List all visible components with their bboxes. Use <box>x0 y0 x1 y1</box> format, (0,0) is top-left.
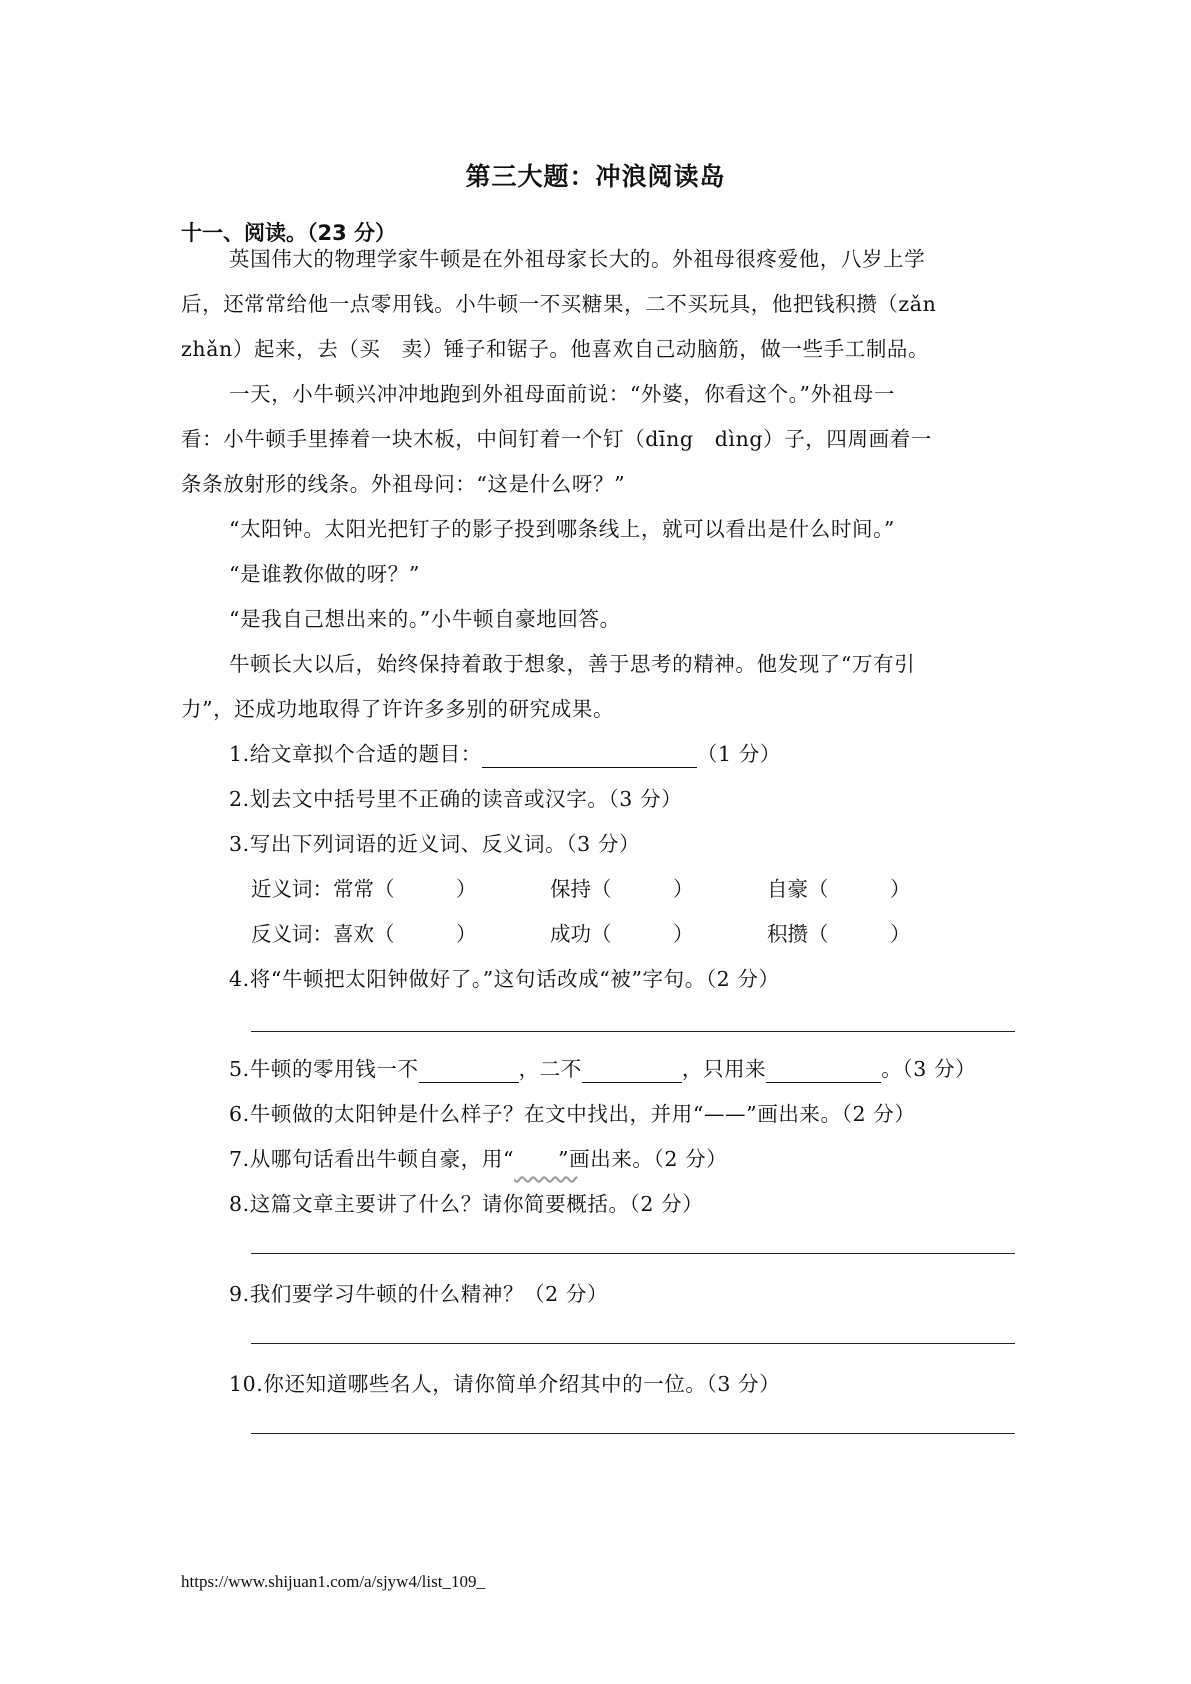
question-4: 4.将“牛顿把太阳钟做好了。”这句话改成“被”字句。（2 分） <box>229 967 780 991</box>
question-8: 8.这篇文章主要讲了什么？请你简要概括。（2 分） <box>229 1192 704 1216</box>
passage-line: 看：小牛顿手里捧着一块木板，中间钉着一个钉（dīng dìng）子，四周画着一 <box>181 427 932 451</box>
passage-line: 力”，还成功地取得了许许多多别的研究成果。 <box>181 697 615 721</box>
answer-line-q10[interactable] <box>251 1433 1015 1434</box>
answer-line-q4[interactable] <box>251 1031 1015 1032</box>
question-9: 9.我们要学习牛顿的什么精神？（2 分） <box>229 1282 609 1306</box>
passage-line: “是我自己想出来的。”小牛顿自豪地回答。 <box>229 607 621 631</box>
passage-line: 牛顿长大以后，始终保持着敢于想象，善于思考的精神。他发现了“万有引 <box>229 652 916 676</box>
question-7: 7.从哪句话看出牛顿自豪，用“ ”画出来。（2 分） <box>229 1147 728 1171</box>
synonym-item[interactable]: 常常（ ） <box>333 877 477 901</box>
page-title: 第三大题：冲浪阅读岛 <box>465 162 726 191</box>
passage-line: “是谁教你做的呀？” <box>229 562 420 586</box>
wavy-line-mark <box>514 1153 558 1173</box>
section-heading: 十一、阅读。（23 分） <box>181 221 397 245</box>
antonyms-row <box>251 920 911 948</box>
question-2: 2.划去文中括号里不正确的读音或汉字。（3 分） <box>229 787 683 811</box>
question-10: 10.你还知道哪些名人，请你简单介绍其中的一位。（3 分） <box>229 1372 781 1396</box>
answer-blank[interactable] <box>582 1060 682 1083</box>
antonyms-label: 反义词： <box>251 922 333 946</box>
synonyms-row <box>251 875 911 903</box>
title-answer-blank[interactable] <box>482 745 697 768</box>
synonym-item[interactable]: 自豪（ ） <box>767 877 911 901</box>
answer-blank[interactable] <box>766 1060 881 1083</box>
synonyms-label: 近义词： <box>251 877 333 901</box>
antonym-item[interactable]: 成功（ ） <box>550 922 694 946</box>
question-1: 1.给文章拟个合适的题目： （1 分） <box>229 742 781 766</box>
footer-url: https://www.shijuan1.com/a/sjyw4/list_109_ <box>181 1572 485 1591</box>
answer-blank[interactable] <box>419 1060 519 1083</box>
passage-line: 后，还常常给他一点零用钱。小牛顿一不买糖果，二不买玩具，他把钱积攒（zǎn <box>181 292 937 316</box>
question-6: 6.牛顿做的太阳钟是什么样子？在文中找出，并用“——”画出来。（2 分） <box>229 1102 916 1126</box>
passage-line: 一天，小牛顿兴冲冲地跑到外祖母面前说：“外婆，你看这个。”外祖母一 <box>229 382 896 406</box>
passage-line: “太阳钟。太阳光把钉子的影子投到哪条线上，就可以看出是什么时间。” <box>229 517 896 541</box>
passage-line: 条条放射形的线条。外祖母问：“这是什么呀？” <box>181 472 626 496</box>
question-3: 3.写出下列词语的近义词、反义词。（3 分） <box>229 832 641 856</box>
answer-line-q9[interactable] <box>251 1343 1015 1344</box>
antonym-item[interactable]: 喜欢（ ） <box>333 922 477 946</box>
synonym-item[interactable]: 保持（ ） <box>550 877 694 901</box>
answer-line-q8[interactable] <box>251 1253 1015 1254</box>
question-5: 5.牛顿的零用钱一不 ，二不 ，只用来 。（3 分） <box>229 1057 977 1081</box>
passage-line: 英国伟大的物理学家牛顿是在外祖母家长大的。外祖母很疼爱他，八岁上学 <box>229 247 926 271</box>
passage-line: zhǎn）起来，去（买 卖）锤子和锯子。他喜欢自己动脑筋，做一些手工制品。 <box>181 337 930 361</box>
antonym-item[interactable]: 积攒（ ） <box>767 922 911 946</box>
